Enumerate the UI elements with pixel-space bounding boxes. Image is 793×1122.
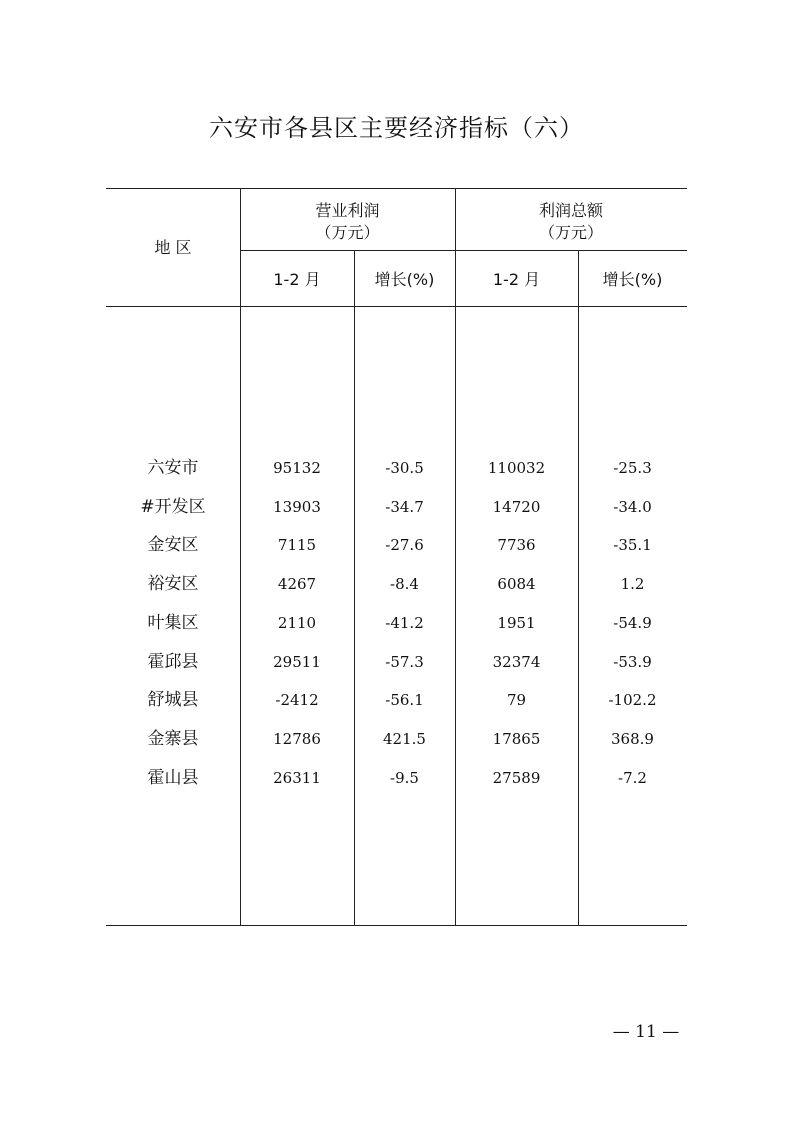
operating-profit-growth-cell: -8.4 [390,575,419,594]
total-profit-growth-cell: -102.2 [608,691,657,710]
total-profit-cell: 17865 [492,729,541,748]
operating-profit-cell: 29511 [273,652,321,671]
header-total-profit-unit: （万元） [538,223,603,242]
operating-profit-growth-cell: -27.6 [385,536,424,555]
header-operating-profit-unit: （万元） [315,223,380,242]
total-profit-growth-cell: -7.2 [618,768,647,787]
region-cell: 六安市 [147,458,199,478]
operating-profit-cell: 95132 [273,459,321,477]
header-operating-profit-label: 营业利润 [315,201,380,220]
subheader-growth-1: 增长(%) [374,270,435,289]
header-group-rule [240,250,687,251]
header-region: 地 区 [154,238,192,257]
total-profit-growth-cell: 368.9 [611,729,654,748]
header-operating-profit [240,200,455,244]
region-cell: 金寨县 [147,728,199,749]
total-profit-growth-cell: 1.2 [620,575,645,594]
total-profit-growth-cell: -34.0 [613,497,652,516]
total-profit-cell: 7736 [497,536,536,555]
total-profit-cell: 110032 [487,459,546,477]
header-total-profit-label: 利润总额 [538,201,603,220]
page-number: — 11 — [612,1022,680,1042]
page-title: 六安市各县区主要经济指标（六） [209,114,584,142]
col-divider-1 [240,188,241,926]
operating-profit-growth-cell: -30.5 [385,459,424,477]
total-profit-growth-cell: -54.9 [613,613,652,632]
subheader-period-1: 1-2 月 [273,270,321,289]
col-divider-3 [455,188,456,926]
operating-profit-growth-cell: -41.2 [385,613,424,632]
total-profit-growth-cell: -53.9 [613,652,652,671]
operating-profit-cell: 4267 [277,575,317,594]
total-profit-cell: 32374 [492,652,541,671]
total-profit-cell: 27589 [492,768,541,787]
operating-profit-cell: 26311 [273,768,321,787]
table-top-rule [106,188,687,189]
total-profit-growth-cell: -25.3 [613,459,652,477]
operating-profit-growth-cell: 421.5 [383,729,426,748]
operating-profit-cell: -2412 [275,691,319,710]
header-bottom-rule [106,306,687,307]
region-cell: 叶集区 [147,612,199,633]
operating-profit-growth-cell: -57.3 [385,652,424,671]
region-cell: 霍山县 [147,767,199,788]
indicator-table [106,188,687,926]
total-profit-growth-cell: -35.1 [613,536,652,555]
total-profit-cell: 6084 [497,575,536,594]
subheader-growth-2: 增长(%) [602,270,663,289]
operating-profit-growth-cell: -9.5 [390,768,419,787]
operating-profit-cell: 7115 [277,536,317,555]
total-profit-cell: 79 [506,691,527,710]
region-cell: 裕安区 [147,574,199,595]
operating-profit-growth-cell: -56.1 [385,691,424,710]
region-cell: #开发区 [140,496,206,517]
header-total-profit [455,200,687,244]
subheader-period-2: 1-2 月 [492,270,541,289]
operating-profit-cell: 2110 [277,613,317,632]
region-cell: 金安区 [147,535,199,556]
operating-profit-cell: 13903 [273,497,321,516]
region-cell: 霍邱县 [147,651,199,672]
table-bottom-rule [106,925,687,926]
total-profit-cell: 1951 [497,613,536,632]
total-profit-cell: 14720 [492,497,541,516]
operating-profit-cell: 12786 [273,729,321,748]
region-cell: 舒城县 [147,690,199,711]
operating-profit-growth-cell: -34.7 [385,497,424,516]
